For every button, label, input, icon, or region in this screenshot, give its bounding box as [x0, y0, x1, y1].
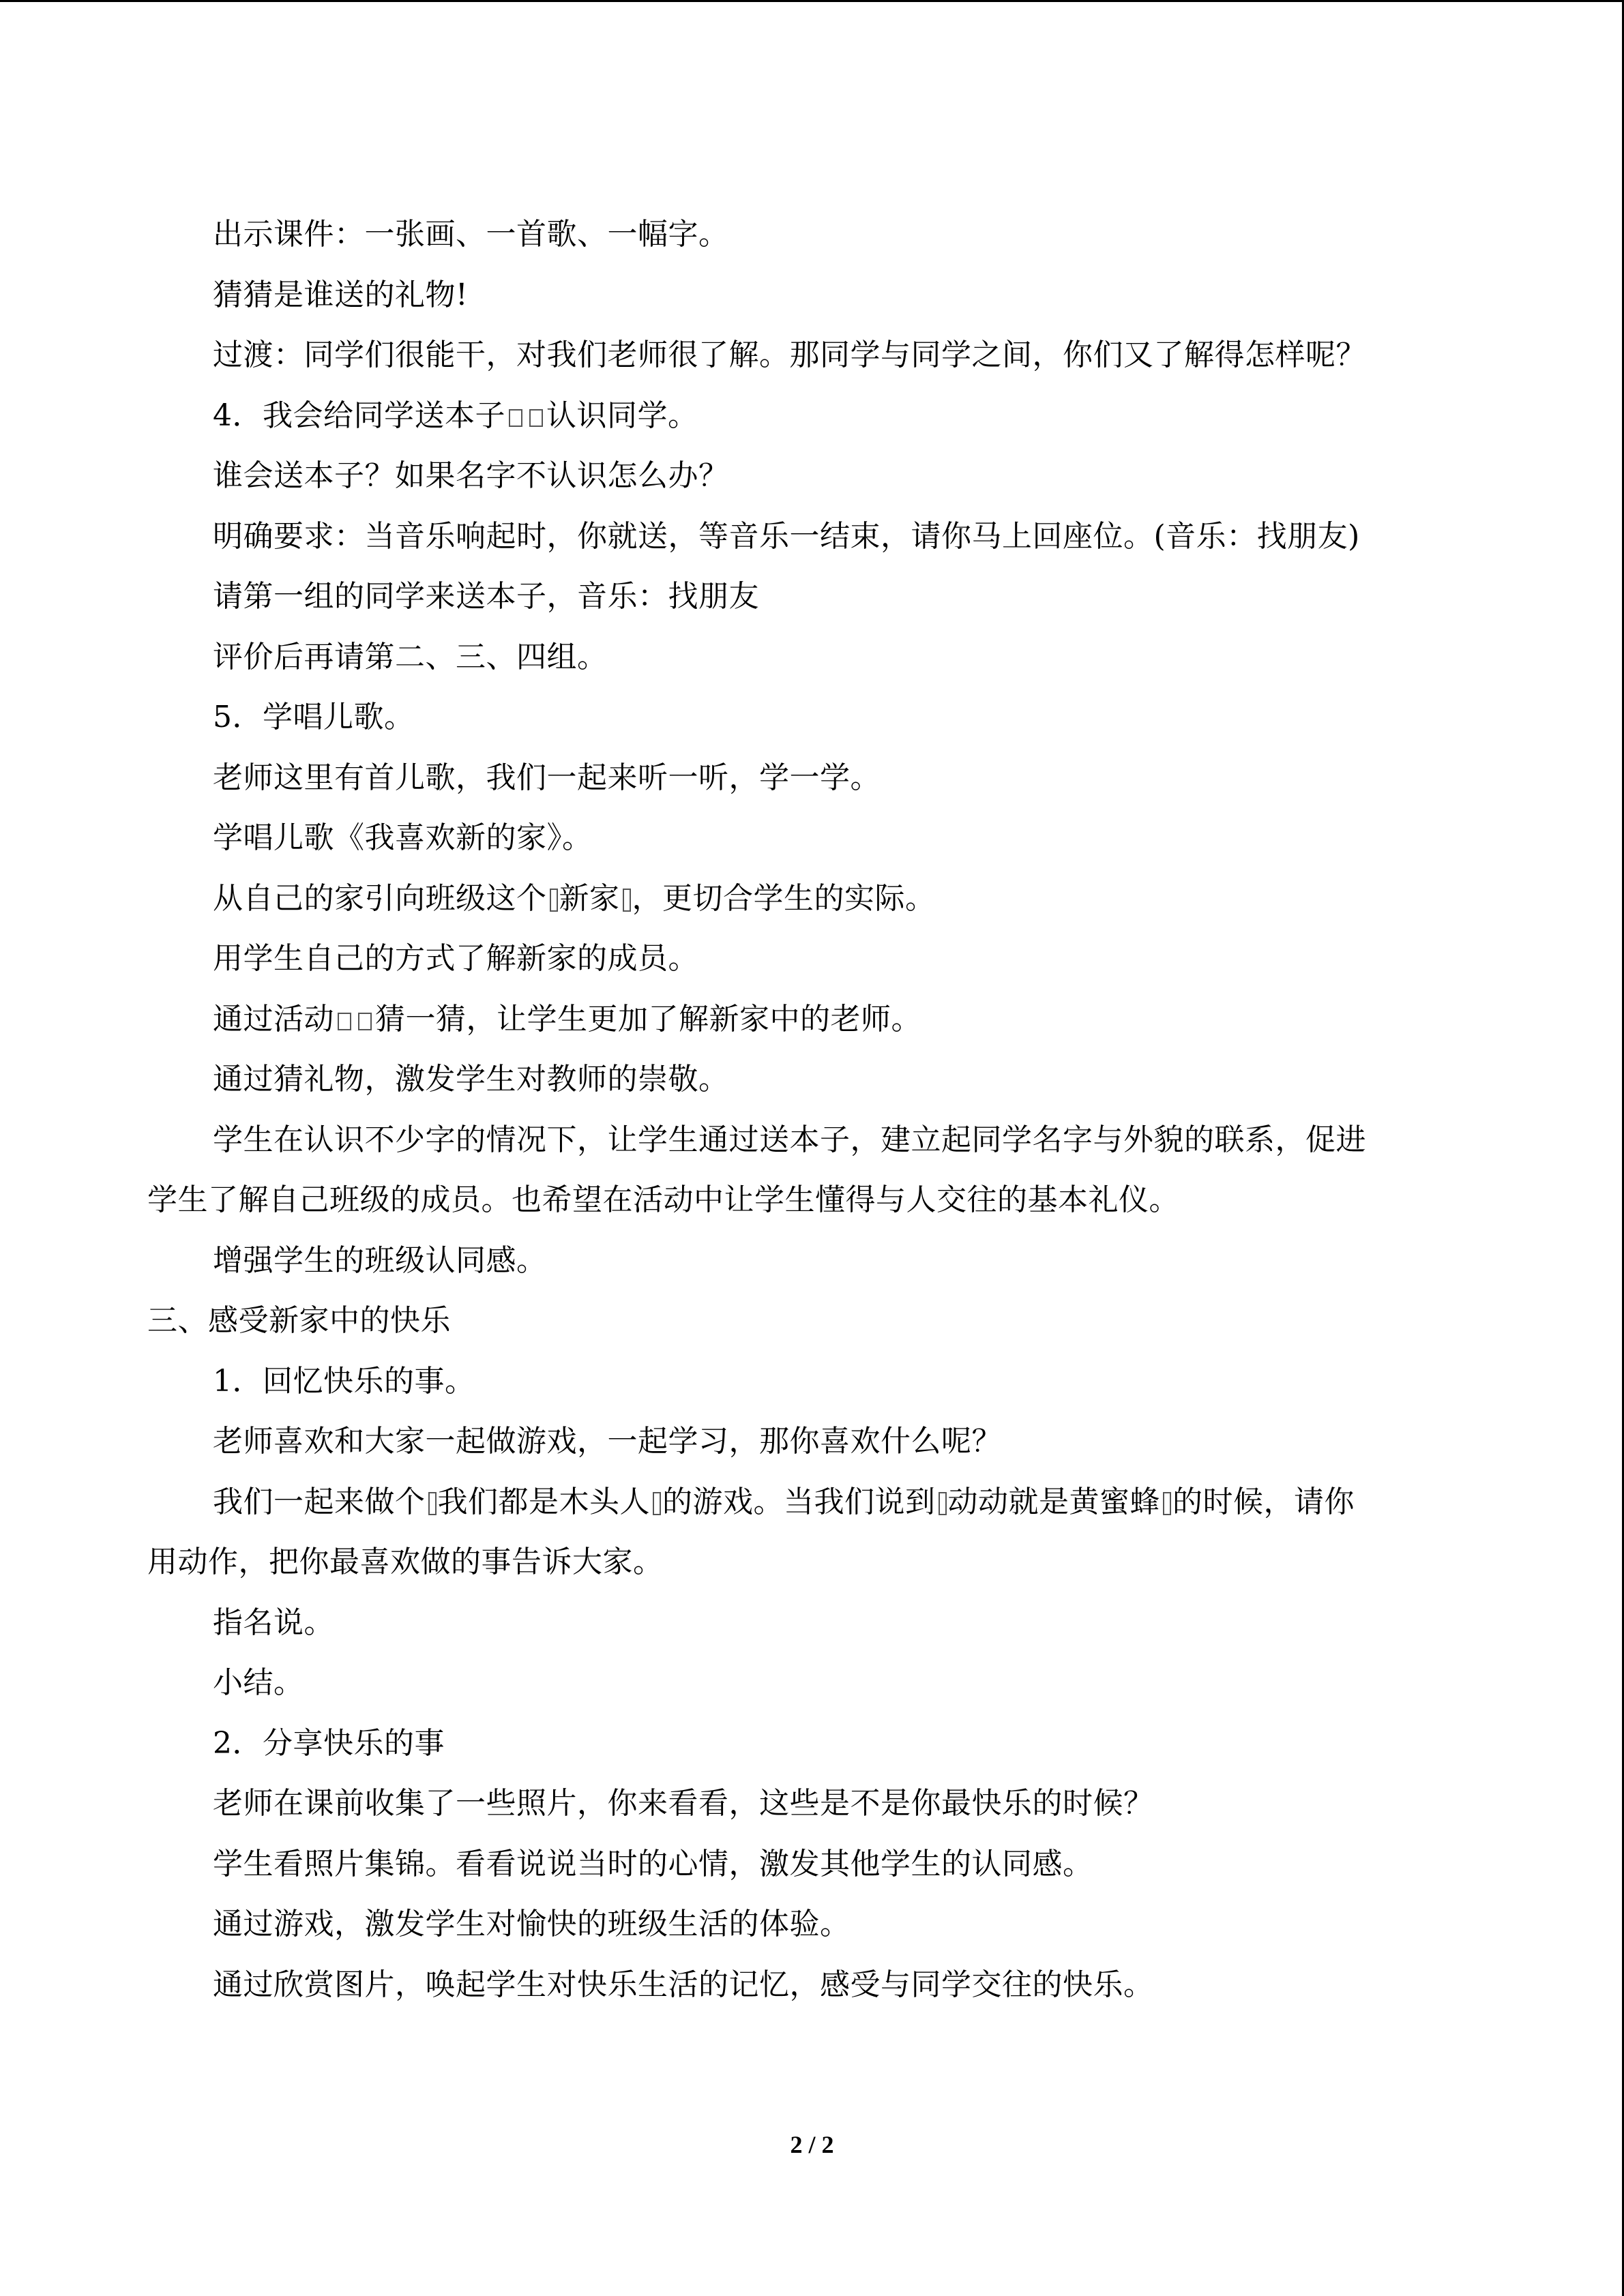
paragraph-text: 猜一猜，让学生更加了解新家中的老师。 [375, 1001, 921, 1037]
paragraph-text: 小结。 [213, 1665, 304, 1700]
paragraph-text: 谁会送本子？如果名字不认识怎么办？ [213, 458, 729, 493]
missing-glyph-box [653, 1492, 661, 1515]
paragraph-text: ，更切合学生的实际。 [632, 880, 936, 916]
paragraph-line [147, 1352, 1457, 1412]
page-number: 2 / 2 [790, 2131, 834, 2158]
paragraph-line [147, 1894, 1457, 1955]
paragraph-line [147, 205, 1457, 265]
missing-glyph-box [509, 409, 522, 427]
paragraph-text: 认识同学。 [546, 398, 698, 433]
paragraph-text: 通过猜礼物，激发学生对教师的崇敬。 [213, 1062, 729, 1097]
paragraph-text: 5．学唱儿歌。 [213, 700, 415, 734]
paragraph-text: 出示课件：一张画、一首歌、一幅字。 [213, 217, 729, 252]
paragraph-line [147, 446, 1457, 507]
paragraph-text: 1．回忆快乐的事。 [213, 1363, 475, 1399]
missing-glyph-box [338, 1013, 351, 1030]
paragraph-line [147, 808, 1457, 869]
paragraph-line [147, 1955, 1457, 2016]
paragraph-text: 增强学生的班级认同感。 [213, 1242, 547, 1278]
paragraph-line [147, 1472, 1457, 1533]
paragraph-line [147, 1170, 1457, 1231]
paragraph-text: 学唱儿歌《我喜欢新的家》。 [213, 820, 593, 855]
paragraph-text: 的游戏。当我们说到 [662, 1484, 936, 1519]
paragraph-line [147, 1049, 1457, 1110]
paragraph-text: 指名说。 [213, 1605, 334, 1640]
paragraph-line [147, 1231, 1457, 1292]
paragraph-line [147, 869, 1457, 929]
paragraph-text: 通过游戏，激发学生对愉快的班级生活的体验。 [213, 1907, 851, 1941]
paragraph-text: 从自己的家引向班级这个 [213, 880, 547, 916]
paragraph-line [147, 325, 1457, 386]
paragraph-text: 明确要求：当音乐响起时，你就送，等音乐一结束，请你马上回座位。(音乐：找朋友) [213, 518, 1360, 554]
paragraph-line [147, 507, 1457, 567]
paragraph-text: 学生在认识不少字的情况下，让学生通过送本子，建立起同学名字与外貌的联系，促进 [213, 1122, 1366, 1157]
paragraph-text: 我们都是木头人 [437, 1484, 650, 1519]
paragraph-text: 用动作，把你最喜欢做的事告诉大家。 [147, 1545, 664, 1579]
missing-glyph-box [428, 1492, 437, 1515]
paragraph-line [147, 687, 1457, 748]
paragraph-text: 三、感受新家中的快乐 [147, 1303, 451, 1338]
document-body [147, 205, 1457, 2015]
paragraph-text: 猜猜是谁送的礼物! [213, 277, 469, 312]
missing-glyph-box [550, 889, 558, 912]
paragraph-text: 请第一组的同学来送本子，音乐：找朋友 [213, 579, 759, 614]
paragraph-line [147, 748, 1457, 809]
paragraph-line [147, 627, 1457, 688]
paragraph-text: 2．分享快乐的事 [213, 1725, 445, 1761]
paragraph-text: 通过活动 [213, 1001, 334, 1037]
paragraph-text: 学生看照片集锦。看看说说当时的心情，激发其他学生的认同感。 [213, 1846, 1093, 1881]
paragraph-text: 新家 [559, 880, 620, 916]
paragraph-line [147, 1532, 1457, 1593]
paragraph-text: 动动就是黄蜜蜂 [947, 1484, 1160, 1519]
paragraph-text: 用学生自己的方式了解新家的成员。 [213, 941, 698, 976]
paragraph-line [147, 989, 1457, 1050]
paragraph-text: 老师这里有首儿歌，我们一起来听一听，学一学。 [213, 760, 881, 795]
paragraph-text: 4．我会给同学送本子 [213, 398, 505, 433]
paragraph-text: 评价后再请第二、三、四组。 [213, 639, 608, 674]
paragraph-text: 老师在课前收集了一些照片，你来看看，这些是不是你最快乐的时候？ [213, 1786, 1154, 1821]
paragraph-text: 通过欣赏图片，唤起学生对快乐生活的记忆，感受与同学交往的快乐。 [213, 1967, 1154, 2002]
paragraph-text: 我们一起来做个 [213, 1484, 426, 1519]
paragraph-line [147, 1412, 1457, 1472]
paragraph-line [147, 265, 1457, 326]
missing-glyph-box [623, 889, 631, 912]
paragraph-text: 老师喜欢和大家一起做游戏，一起学习，那你喜欢什么呢？ [213, 1424, 1002, 1459]
paragraph-line [147, 1653, 1457, 1714]
missing-glyph-box [529, 409, 543, 427]
paragraph-line [147, 1774, 1457, 1834]
paragraph-line [147, 1714, 1457, 1774]
paragraph-text: 学生了解自己班级的成员。也希望在活动中让学生懂得与人交往的基本礼仪。 [147, 1182, 1179, 1217]
missing-glyph-box [1163, 1492, 1171, 1515]
paragraph-line [147, 1593, 1457, 1654]
paragraph-text: 的时候，请你 [1172, 1484, 1355, 1519]
missing-glyph-box [358, 1013, 372, 1030]
paragraph-line [147, 1291, 1457, 1352]
paragraph-line [147, 567, 1457, 627]
paragraph-text: 过渡：同学们很能干，对我们老师很了解。那同学与同学之间，你们又了解得怎样呢？ [213, 338, 1366, 372]
paragraph-line [147, 1834, 1457, 1895]
paragraph-line [147, 1110, 1457, 1171]
missing-glyph-box [939, 1492, 947, 1515]
paragraph-line [147, 929, 1457, 989]
paragraph-line [147, 386, 1457, 447]
